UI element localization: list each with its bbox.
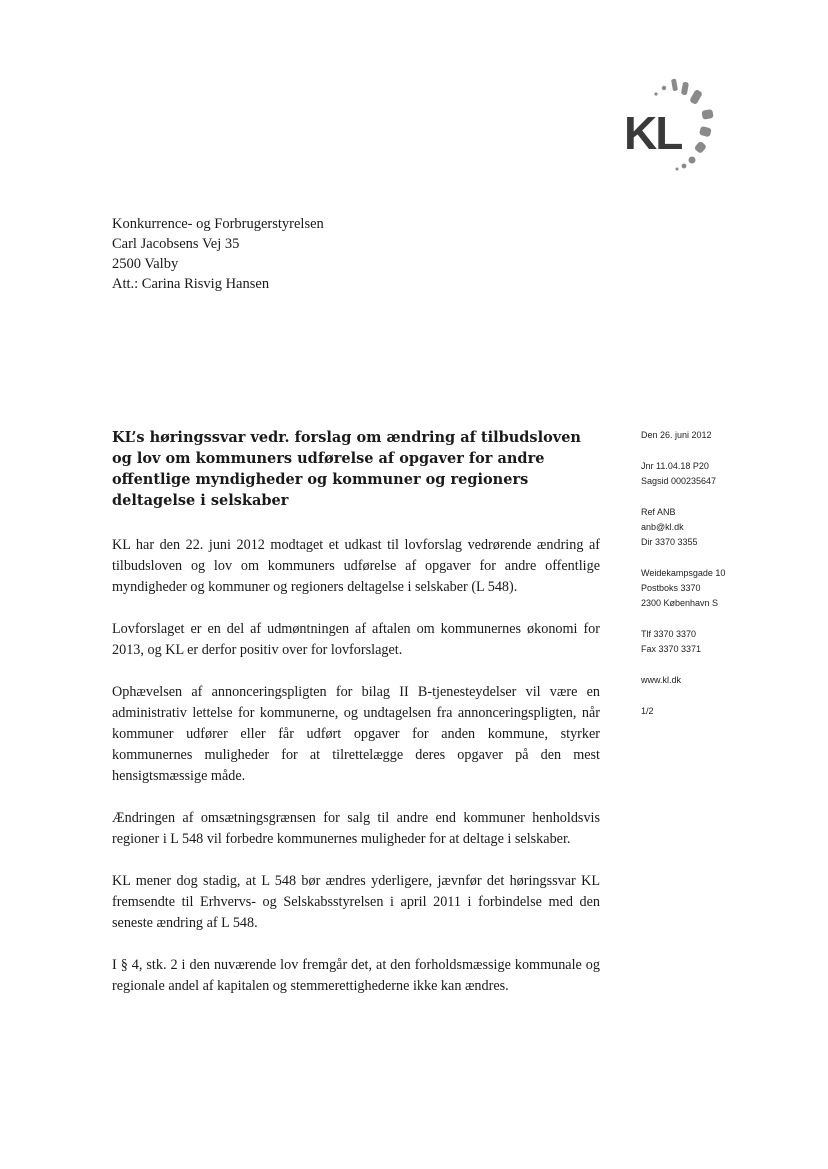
street-address: Weidekampsgade 10: [641, 568, 726, 578]
case-id: Sagsid 000235647: [641, 476, 717, 486]
fax: Fax 3370 3371: [641, 644, 702, 654]
reference: Ref ANB: [641, 507, 676, 517]
website: www.kl.dk: [641, 675, 682, 685]
contact-email: anb@kl.dk: [641, 522, 684, 532]
body-paragraph: Lovforslaget er en del af udmøntningen af aftalen om kommunernes økonomi for 2013, og KL er derfor positiv over for lovforslaget.: [112, 621, 600, 658]
logo-text: KL: [624, 107, 682, 159]
journal-number: Jnr 11.04.18 P20: [641, 461, 709, 471]
body-paragraph: Ændringen af omsætningsgrænsen for salg til andre end kommuner henholdsvis regioner i L 548 vil forbedre kommunernes muligheder for at deltage i selskaber.: [112, 810, 600, 847]
letter-body: [112, 535, 600, 1018]
phone: Tlf 3370 3370: [641, 629, 697, 639]
recipient-attention: Att.: Carina Risvig Hansen: [112, 276, 270, 292]
postbox: Postboks 3370: [641, 583, 701, 593]
recipient-city: 2500 Valby: [112, 256, 179, 272]
kl-logo: [618, 76, 728, 176]
body-paragraph: I § 4, stk. 2 i den nuværende lov fremgår det, at den forholdsmæssige kommunale og regionale andel af kapitalen og stemmerettighederne ikke kan ændres.: [112, 957, 600, 994]
recipient-street: Carl Jacobsens Vej 35: [112, 236, 240, 252]
postal-city: 2300 København S: [641, 598, 719, 608]
recipient-organization: Konkurrence- og Forbrugerstyrelsen: [112, 216, 324, 232]
body-paragraph: KL mener dog stadig, at L 548 bør ændres yderligere, jævnfør det høringssvar KL fremsendte til Erhvervs- og Selskabsstyrelsen i april 2011 i forbindelse med den seneste ændring af L 548.: [112, 873, 600, 931]
sidebar-meta: [641, 428, 791, 719]
body-paragraph: Ophævelsen af annonceringspligten for bilag II B-tjenesteydelser vil være en administrativ lettelse for kommunerne, og undtagelsen fra annonceringspligten, når kommuner udfører eller får udført opgaver for anden kommune, styrker kommunernes muligheder for at tilrettelægge deres opgaver på den mest hensigtsmæssige måde.: [112, 684, 600, 784]
letter-date: Den 26. juni 2012: [641, 430, 712, 440]
direct-phone: Dir 3370 3355: [641, 537, 698, 547]
recipient-address: [112, 214, 324, 294]
page-number: 1/2: [641, 706, 654, 716]
body-paragraph: KL har den 22. juni 2012 modtaget et udkast til lovforslag vedrørende ændring af tilbudsloven og lov om kommuners udførelse af opgaver for andre offentlige myndigheder og kommuner og regioners deltagelse i selskaber (L 548).: [112, 537, 600, 595]
letter-title: KL’s høringssvar vedr. forslag om ændring af tilbudsloven og lov om kommuners udførelse af opgaver for andre offentlige myndigheder og kommuner og regioners deltagelse i selskaber: [112, 429, 581, 509]
